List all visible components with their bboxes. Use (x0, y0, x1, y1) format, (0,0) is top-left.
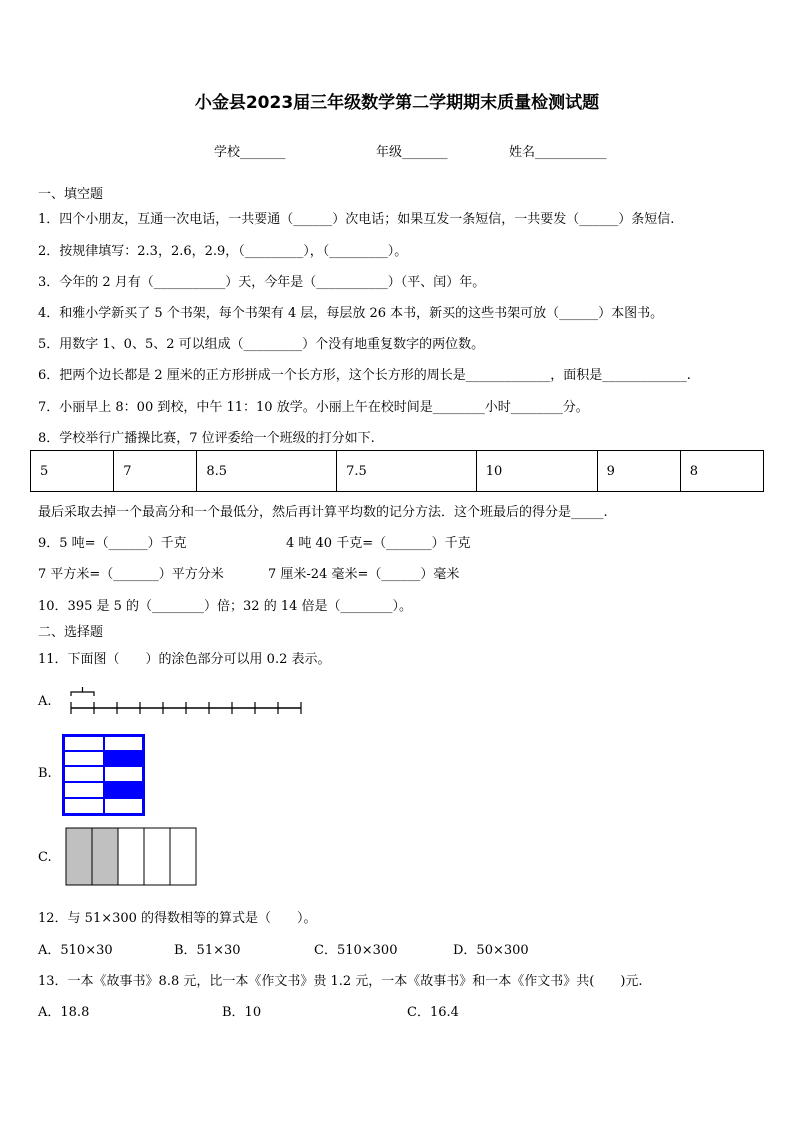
q13-option-c: C．16.4 (407, 1005, 459, 1020)
question-9b: 4 吨 40 千克=（_______）千克 (286, 536, 471, 551)
question-8-tail: 最后采取去掉一个最高分和一个最低分，然后再计算平均数的记分方法．这个班最后的得分是_____. (38, 505, 608, 520)
question-6: 6．把两个边长都是 2 厘米的正方形拼成一个长方形，这个长方形的周长是_____________，面积是_____________. (38, 368, 691, 383)
q12-option-c: C．510×300 (314, 943, 398, 958)
grade-field: 年级_______ (376, 145, 448, 160)
question-3: 3．今年的 2 月有（___________）天，今年是（___________）（平、闰）年。 (38, 275, 486, 290)
score-cell: 9 (597, 451, 680, 492)
number-line-figure (66, 686, 306, 716)
name-field: 姓名___________ (509, 145, 607, 160)
question-8: 8．学校举行广播操比赛，7 位评委给一个班级的打分如下. (38, 431, 375, 446)
table-row (31, 451, 764, 492)
grid-shaded-cell (104, 751, 142, 765)
bar-part (144, 828, 170, 885)
bar-part (170, 828, 196, 885)
question-7: 7．小丽早上 8：00 到校，中午 11：10 放学。小丽上午在校时间是________小时________分。 (38, 400, 589, 415)
bar-part (118, 828, 144, 885)
q12-option-b: B．51×30 (174, 943, 241, 958)
bar-shaded-part (66, 828, 92, 885)
question-9c: 7 平方米=（_______）平方分米 (38, 567, 224, 582)
question-12: 12．与 51×300 的得数相等的算式是（ ）。 (38, 911, 317, 926)
score-cell: 7.5 (337, 451, 477, 492)
section-choice-heading: 二、选择题 (38, 625, 104, 640)
number-line-brace (71, 687, 94, 696)
q13-option-b: B．10 (222, 1005, 262, 1020)
question-9a: 9．5 吨=（______）千克 (38, 536, 187, 551)
score-cell: 8 (680, 451, 763, 492)
question-13: 13．一本《故事书》8.8 元，比一本《作文书》贵 1.2 元，一本《故事书》和一本《作文书》共( )元. (38, 974, 643, 989)
school-field: 学校_______ (214, 145, 286, 160)
page-title: 小金县2023届三年级数学第二学期期末质量检测试题 (194, 93, 600, 113)
score-cell: 8.5 (197, 451, 337, 492)
q12-option-a: A．510×30 (38, 943, 113, 958)
option-b-label: B. (38, 766, 52, 781)
question-9d: 7 厘米-24 毫米=（______）毫米 (268, 567, 460, 582)
bar-figure (65, 827, 199, 887)
score-cell: 5 (31, 451, 114, 492)
bar-shaded-part (92, 828, 118, 885)
score-cell: 7 (114, 451, 197, 492)
q12-option-d: D．50×300 (453, 943, 529, 958)
score-cell: 10 (476, 451, 597, 492)
section-fill-heading: 一、填空题 (38, 187, 104, 202)
grid-shaded-cell (104, 783, 142, 797)
question-10: 10．395 是 5 的（________）倍；32 的 14 倍是（________）。 (38, 599, 413, 614)
grid-figure (62, 734, 146, 816)
option-a-label: A. (38, 694, 52, 709)
question-11: 11．下面图（ ）的涂色部分可以用 0.2 表示。 (38, 652, 331, 667)
option-c-label: C. (38, 850, 52, 865)
question-1: 1．四个小朋友，互通一次电话，一共要通（______）次电话；如果互发一条短信，一共要发（______）条短信. (38, 212, 675, 227)
question-2: 2．按规律填写：2.3，2.6，2.9，（_________），（_________）。 (38, 244, 408, 259)
score-table (30, 450, 764, 492)
q13-option-a: A．18.8 (38, 1005, 90, 1020)
question-5: 5．用数字 1、0、5、2 可以组成（_________）个没有地重复数字的两位数。 (38, 337, 485, 352)
question-4: 4．和雅小学新买了 5 个书架，每个书架有 4 层，每层放 26 本书，新买的这些书架可放（______）本图书。 (38, 306, 664, 321)
